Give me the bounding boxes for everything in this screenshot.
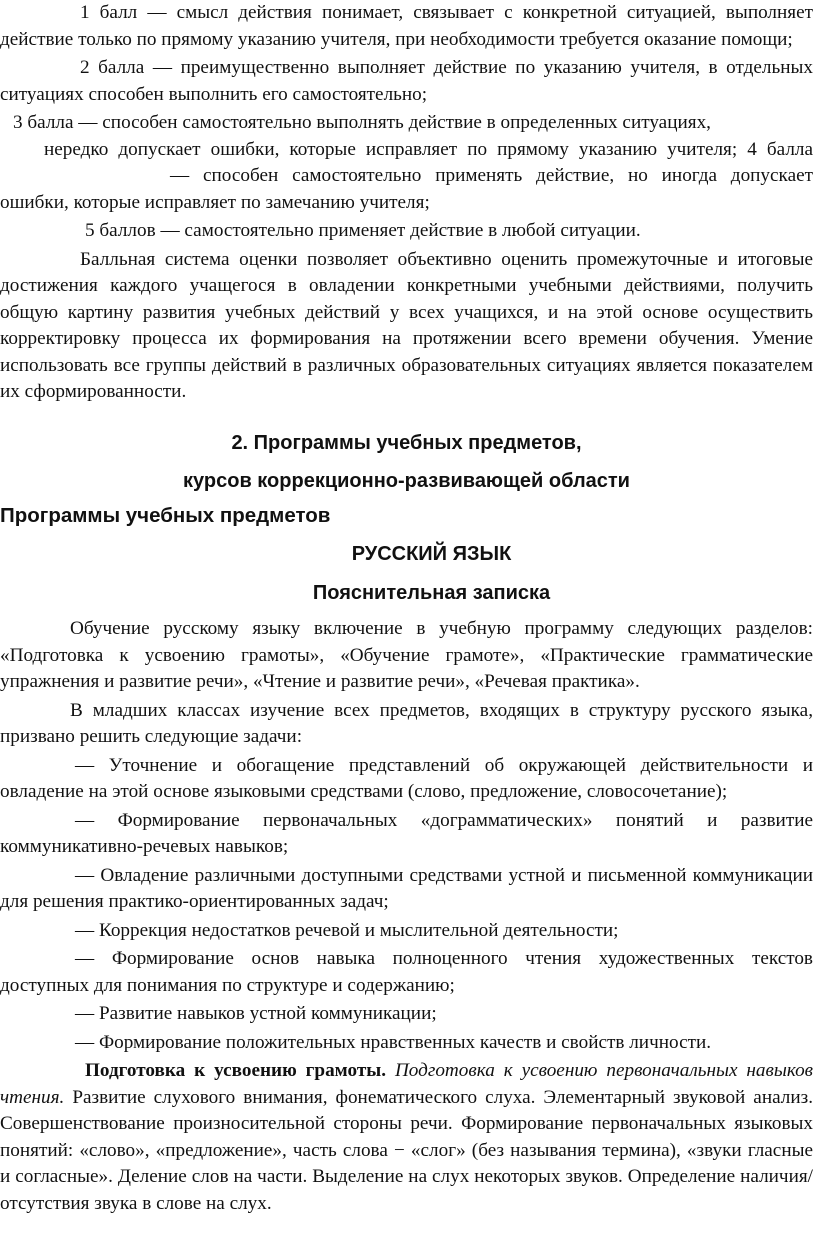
- task-item: — Формирование основ навыка полноценного чтения художественных текстов доступных для понимания по структуре и содержанию;: [0, 948, 813, 996]
- subject-heading: РУССКИЙ ЯЗЫК: [351, 543, 512, 565]
- task-item: — Овладение различными доступными средствами устной и письменной коммуникации для решения практико-ориентированных задач;: [0, 864, 813, 912]
- section-heading-line2: курсов коррекционно-развивающей области: [183, 470, 630, 492]
- grade-5-paragraph: 5 баллов — самостоятельно применяет действие в любой ситуации.: [85, 220, 641, 241]
- grade-3-line: 3 балла — способен самостоятельно выполнять действие в определенных ситуациях,: [13, 112, 711, 133]
- task-item: — Развитие навыков устной коммуникации;: [75, 1003, 437, 1024]
- grading-summary-paragraph: Балльная система оценки позволяет объективно оценить промежуточные и итоговые достижения каждого учащегося в овладении конкретными учебными действиями, получить общую картину развития учебных действий у всех учащихся, и на этой основе осуществить корректировку процесса их формирования на протяжении всего времени обучения. Умение использовать все группы действий в различных образовательных ситуациях является показателем их сформированности.: [0, 248, 813, 402]
- task-item: — Уточнение и обогащение представлений об окружающей действительности и овладение на этой основе языковыми средствами (слово, предложение, словосочетание);: [0, 754, 813, 802]
- literacy-prep-subtitle: Подготовка к усвоению первоначальных навыков чтения.: [0, 1060, 814, 1108]
- literacy-prep-title: Подготовка к усвоению грамоты.: [85, 1060, 387, 1081]
- grade-2-paragraph: 2 балла — преимущественно выполняет действие по указанию учителя, в отдельных ситуациях способен выполнить его самостоятельно;: [0, 57, 813, 105]
- section-heading-line1: 2. Программы учебных предметов,: [231, 431, 582, 454]
- grade-1-paragraph: 1 балл — смысл действия понимает, связывает с конкретной ситуацией, выполняет действие только по прямому указанию учителя, при необходимости требуется оказание помощи;: [0, 2, 813, 50]
- tasks-intro-paragraph: В младших классах изучение всех предметов, входящих в структуру русского языка, призвано решить следующие задачи:: [0, 699, 813, 747]
- explanatory-note-heading: Пояснительная записка: [312, 581, 551, 604]
- subsection-heading: Программы учебных предметов: [0, 503, 331, 527]
- task-item: — Формирование положительных нравственных качеств и свойств личности.: [75, 1031, 712, 1053]
- grade-3-continuation: нередко допускает ошибки, которые исправляет по прямому указанию учителя; 4 балла: [44, 138, 813, 160]
- grade-4-paragraph: — способен самостоятельно применять действие, но иногда допускает ошибки, которые исправляет по замечанию учителя;: [0, 165, 813, 213]
- literacy-prep-paragraph: [0, 1056, 813, 1217]
- task-item: — Формирование первоначальных «дограмматических» понятий и развитие коммуникативно-речевых навыков;: [0, 809, 813, 857]
- task-item: — Коррекция недостатков речевой и мыслительной деятельности;: [75, 919, 619, 941]
- literacy-prep-text: Развитие слухового внимания, фонематического слуха. Элементарный звуковой анализ. Совершенствование произносительной стороны речи. Формирование первоначальных языковых понятий: «слово», «предложение», часть слова − «слог» (без называния термина), «звуки гласные и согласные». Деление слов на части. Выделение на слух некоторых звуков. Определение наличия/отсутствия звука в слове на слух.: [0, 1086, 813, 1214]
- intro-paragraph: Обучение русскому языку включение в учебную программу следующих разделов: «Подготовка к усвоению грамоты», «Обучение грамоте», «Практические грамматические упражнения и развитие речи», «Чтение и развитие речи», «Речевая практика».: [0, 618, 813, 692]
